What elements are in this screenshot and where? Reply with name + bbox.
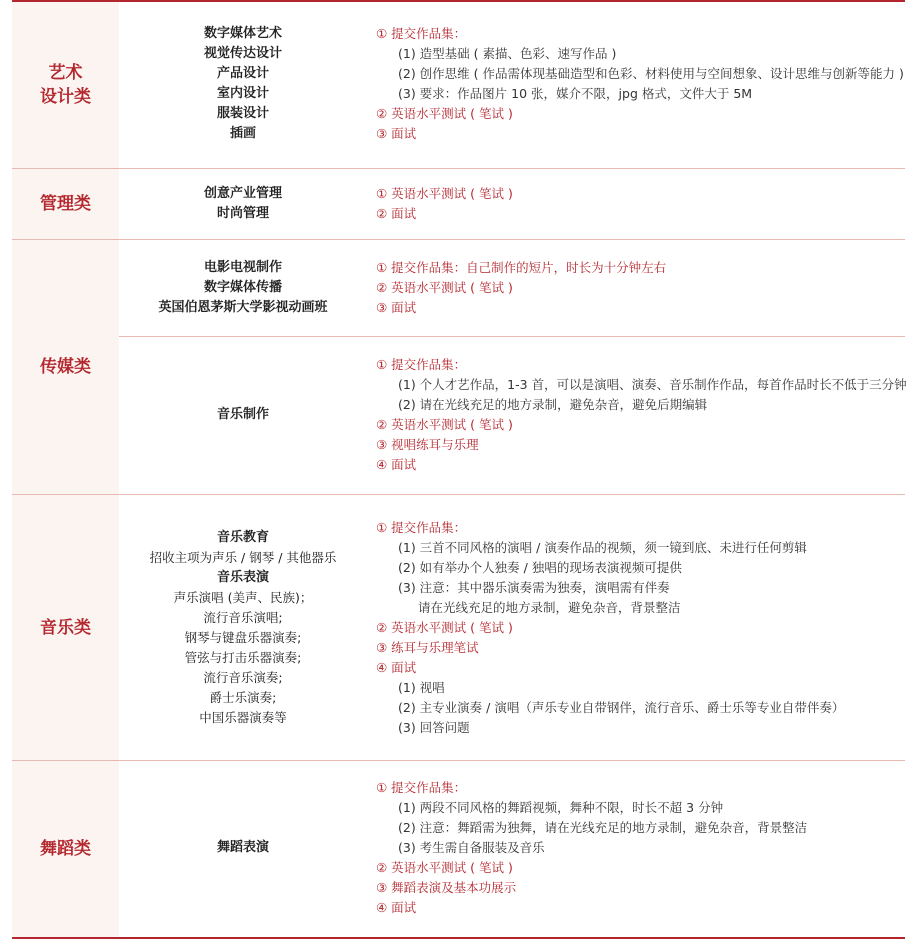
requirement-line: ① 提交作品集： <box>376 357 467 372</box>
majors-music <box>122 528 364 728</box>
major-name: 中国乐器演奏等 <box>199 710 287 725</box>
major-name: 爵士乐演奏; <box>209 690 277 705</box>
category-music <box>12 495 119 760</box>
major-name: 创意产业管理 <box>203 186 282 201</box>
requirements-music-production <box>376 355 905 475</box>
requirement-line: (3) 注意：其中器乐演奏需为独奏，演唱需有伴奏 <box>398 580 670 595</box>
requirement-line: ② 英语水平测试 ( 笔试 ) <box>376 106 513 121</box>
requirement-line: 请在光线充足的地方录制，避免杂音，背景整洁 <box>418 600 681 615</box>
requirement-line: ③ 视唱练耳与乐理 <box>376 437 479 452</box>
major-name: 产品设计 <box>216 66 269 81</box>
row-divider <box>12 168 905 169</box>
major-name: 室内设计 <box>216 86 269 101</box>
row-divider <box>12 239 905 240</box>
requirement-line: ③ 面试 <box>376 126 417 141</box>
requirement-line: (1) 视唱 <box>398 680 445 695</box>
requirement-line: ③ 舞蹈表演及基本功展示 <box>376 880 517 895</box>
requirement-line: (3) 回答问题 <box>398 720 470 735</box>
category-art-design <box>12 2 119 168</box>
requirement-line: (2) 创作思维 ( 作品需体现基础造型和色彩、材料使用与空间想象、设计思维与创新等能力 ) <box>398 66 904 81</box>
requirement-line: ① 提交作品集： <box>376 26 467 41</box>
majors-media-film <box>122 258 364 318</box>
category-label: 舞蹈类 <box>40 839 91 859</box>
requirement-line: ① 提交作品集： <box>376 520 467 535</box>
major-name: 招收主项为声乐 / 钢琴 / 其他器乐 <box>149 550 337 565</box>
category-management <box>12 169 119 239</box>
majors-management <box>122 184 364 224</box>
requirement-line: (1) 造型基础 ( 素描、色彩、速写作品 ) <box>398 46 617 61</box>
major-name: 英国伯恩茅斯大学影视动画班 <box>158 300 328 315</box>
row-divider <box>12 760 905 761</box>
major-name: 钢琴与键盘乐器演奏; <box>184 630 302 645</box>
category-label: 管理类 <box>40 194 91 214</box>
major-name: 服装设计 <box>216 106 269 121</box>
requirement-line: ③ 面试 <box>376 300 417 315</box>
major-name: 舞蹈表演 <box>216 840 269 855</box>
requirement-line: ② 英语水平测试 ( 笔试 ) <box>376 417 513 432</box>
major-name: 数字媒体艺术 <box>203 26 282 41</box>
requirement-line: ② 英语水平测试 ( 笔试 ) <box>376 860 513 875</box>
requirement-line: (1) 三首不同风格的演唱 / 演奏作品的视频，须一镜到底、未进行任何剪辑 <box>398 540 807 555</box>
requirement-line: (1) 两段不同风格的舞蹈视频，舞种不限，时长不超 3 分钟 <box>398 800 724 815</box>
category-media <box>12 240 119 494</box>
top-border <box>12 0 905 2</box>
major-name: 电影电视制作 <box>203 260 282 275</box>
requirement-line: ④ 面试 <box>376 457 417 472</box>
category-label: 设计类 <box>40 87 91 107</box>
major-name: 音乐教育 <box>216 530 269 545</box>
major-name: 视觉传达设计 <box>203 46 282 61</box>
requirement-line: ① 提交作品集：自己制作的短片，时长为十分钟左右 <box>376 260 667 275</box>
major-name: 音乐表演 <box>216 570 269 585</box>
category-label: 艺术 <box>48 63 83 83</box>
majors-music-production <box>122 405 364 425</box>
bottom-border <box>12 937 905 939</box>
requirements-dance <box>376 778 905 918</box>
majors-dance <box>122 838 364 858</box>
requirement-line: ② 英语水平测试 ( 笔试 ) <box>376 620 513 635</box>
category-label: 传媒类 <box>40 357 91 377</box>
majors-art-design <box>122 24 364 144</box>
major-name: 管弦与打击乐器演奏; <box>184 650 302 665</box>
requirements-art-design <box>376 24 905 144</box>
requirement-line: ① 英语水平测试 ( 笔试 ) <box>376 186 513 201</box>
requirement-line: ② 面试 <box>376 206 417 221</box>
requirement-line: (3) 考生需自备服装及音乐 <box>398 840 545 855</box>
requirement-line: ④ 面试 <box>376 900 417 915</box>
major-name: 插画 <box>229 126 256 141</box>
requirement-line: ③ 练耳与乐理笔试 <box>376 640 479 655</box>
requirement-line: (3) 要求：作品图片 10 张，媒介不限，jpg 格式，文件大于 5M <box>398 86 753 101</box>
requirement-line: (2) 如有举办个人独奏 / 独唱的现场表演视频可提供 <box>398 560 682 575</box>
requirement-line: (2) 注意：舞蹈需为独舞，请在光线充足的地方录制，避免杂音，背景整洁 <box>398 820 808 835</box>
requirement-line: ① 提交作品集： <box>376 780 467 795</box>
major-name: 流行音乐演奏; <box>203 670 283 685</box>
major-name: 声乐演唱 (美声、民族)； <box>173 590 313 605</box>
requirements-media-film <box>376 258 905 318</box>
category-dance <box>12 761 119 937</box>
requirements-music <box>376 518 905 738</box>
requirements-management <box>376 184 905 224</box>
category-label: 音乐类 <box>40 617 91 638</box>
row-divider <box>12 494 905 495</box>
major-name: 音乐制作 <box>216 407 269 422</box>
requirement-line: (2) 请在光线充足的地方录制，避免杂音，避免后期编辑 <box>398 397 708 412</box>
major-name: 数字媒体传播 <box>203 280 282 295</box>
major-name: 时尚管理 <box>216 206 269 221</box>
requirement-line: ④ 面试 <box>376 660 417 675</box>
requirement-line: (2) 主专业演奏 / 演唱（声乐专业自带钢伴，流行音乐、爵士乐等专业自带伴奏） <box>398 700 845 715</box>
major-name: 流行音乐演唱; <box>203 610 283 625</box>
requirement-line: ② 英语水平测试 ( 笔试 ) <box>376 280 513 295</box>
subrow-divider <box>119 336 905 337</box>
requirement-line: (1) 个人才艺作品，1-3 首，可以是演唱、演奏、音乐制作作品，每首作品时长不低于三分钟 <box>398 377 907 392</box>
